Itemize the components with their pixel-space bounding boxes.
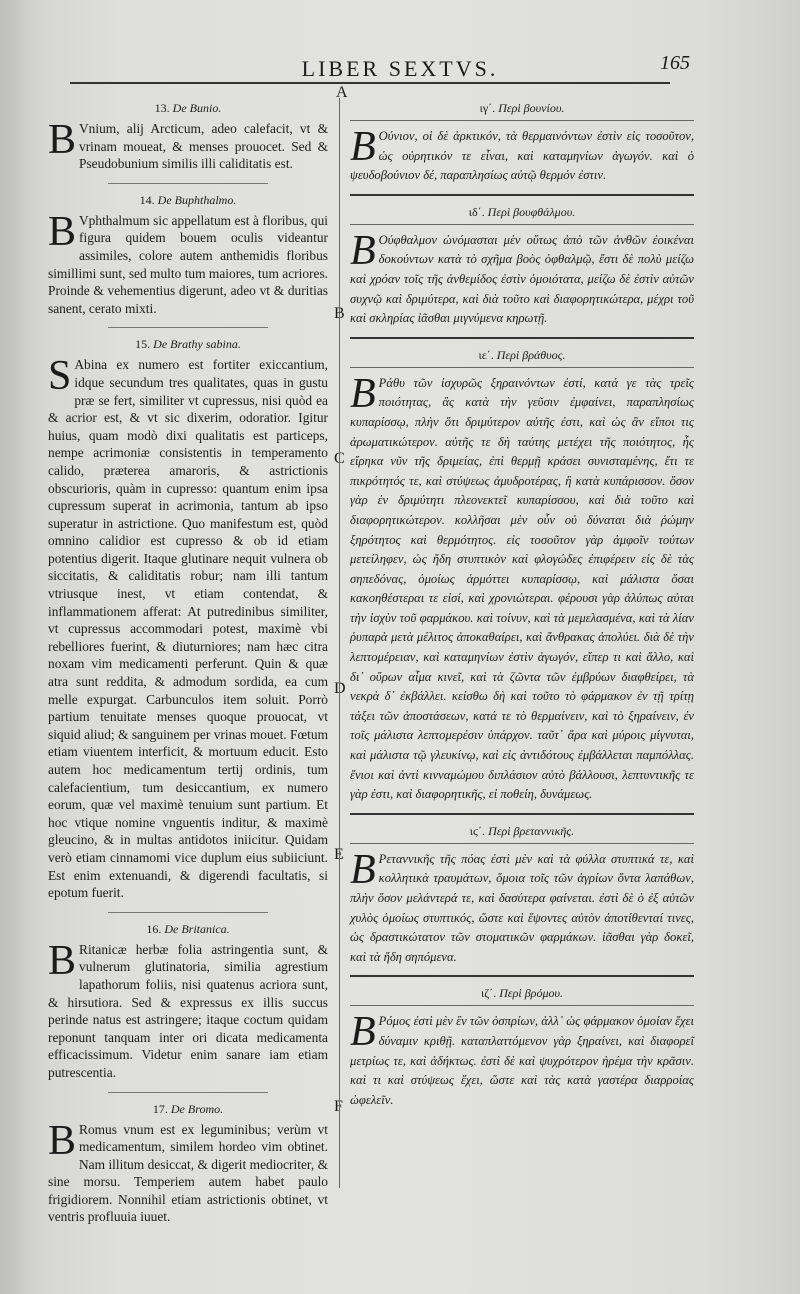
section-divider xyxy=(108,1092,268,1093)
greek-column xyxy=(350,100,694,1110)
entry-text: B Ritanicæ herbæ folia astringentia sunt, & vulnerum glutinatoria, similia agrestium lapathorum foliis, nisi quatenus acriora sunt, & hirsutiora. Sed & expressus ex illis succus perinde natus est astringere; itaque coctum quidam reponunt tanquam inter ori dicata medicamenta efficacissimum. Videtur enim sanare iam etiam putrescentia. xyxy=(48,937,328,1080)
drop-cap: Β xyxy=(350,227,376,274)
section-divider xyxy=(108,327,268,328)
entry-heading: 17. De Bromo. xyxy=(152,1101,224,1116)
entry-text: Β Ούφθαλμον ὠνόμασται μὲν οὕτως ἀπὸ τῶν ἀνθῶν ἐοικέναι δοκούντων κατὰ τὸ σχῆμα βοὸς ὀφθαλμῷ, ἔστι δὲ πολὺ μείζω καὶ χρόαν τοῖς τῆς ἀνθεμίδος ἐστὶν ὁμοιότατα, μείζω δὲ ἐστὶν αὐτῶν συχνῷ καὶ δριμύτερα, καὶ διὰ τοῦτο καὶ διαφορητικώτερα, μέχρι τοῦ καὶ σκληρίας ἰᾶσθαι μιγνύμενα κηρωτῇ. xyxy=(350,227,694,326)
drop-cap: B xyxy=(48,117,77,163)
margin-letter-a: A xyxy=(336,84,348,101)
section-divider xyxy=(108,183,268,184)
heading-rule xyxy=(350,120,694,121)
entry-heading: ιζ΄. Περὶ βρόμου. xyxy=(481,986,563,1001)
latin-entry-bromus xyxy=(48,1101,328,1227)
entry-heading: ιδ΄. Περὶ βουφθάλμου. xyxy=(468,204,576,219)
drop-cap: B xyxy=(48,1117,77,1164)
margin-letter-f: F xyxy=(334,1098,343,1115)
entry-heading: ιγ΄. Περὶ βουνίου. xyxy=(479,101,565,115)
entry-text: B Vnium, alij Arcticum, adeo calefacit, vt & vrinam moueat, & menses prouocet. Sed & Pseudobunium similis illi caliditatis est. xyxy=(48,117,328,172)
heading-rule xyxy=(350,367,694,368)
latin-entry-buphthalmum xyxy=(48,192,328,318)
entry-heading: 14. De Buphthalmo. xyxy=(139,192,237,207)
entry-heading: 15. De Brathy sabina. xyxy=(135,337,241,352)
page-number: 165 xyxy=(660,52,690,74)
drop-cap: B xyxy=(48,208,77,255)
entry-heading: 13. De Bunio. xyxy=(154,101,222,115)
running-title: LIBER SEXTVS. xyxy=(301,56,499,81)
section-divider xyxy=(350,975,694,977)
heading-rule xyxy=(350,1005,694,1006)
entry-heading: ιϛ΄. Περὶ βρεταννικῆς. xyxy=(469,823,575,838)
margin-letter-e: E xyxy=(334,846,344,863)
greek-entry-bounion xyxy=(350,100,694,186)
entry-text: Β Ρεταννικῆς τῆς πόας ἐστὶ μὲν καὶ τὰ φύλλα στυπτικά τε, καὶ κολλητικὰ τραυμάτων, ὅμοια τοῖς τῶν ἀγρίων ὄντα λαπάθων, πλὴν ὅσον μελάντερά τε, καὶ δασύτερα φαίνεται. ἐστὶ δὲ ὁ ἐξ αὐτῶν χυλὸς ὁμοίως στυπτικός, ὥστε καὶ ἕψοντες αὐτὸν ἀποτίθενταί τινες, ὡς δραστικώτατον τῶν στοματικῶν φαρμάκων. ἰᾶσθαι γὰρ δοκεῖ, καὶ τὰ ἤδη σηπόμενα. xyxy=(350,846,694,964)
drop-cap: B xyxy=(48,937,77,984)
drop-cap: Β xyxy=(350,370,376,417)
greek-entry-bromos xyxy=(350,985,694,1110)
entry-text: S Abina ex numero est fortiter exiccantium, idque secundum tres qualitates, quas in gustu præ se fert, similiter vt cupressus, nisi quòd ea & acrior est, & vt sic dixerim, odoratior. Igitur huius, quam modò dixi qualitatis est particeps, nempe acrimoniæ consistentis in temperamento calido, præterea amaroris, & astrictionis obscurioris, quàm in cupresso: quantum enim ipsa cupressum superat in acrimonia, tantum ab ipso superatur in astrictione. Quo manifestum est, quòd omnino calidior est cupresso & ob id etiam potentius digerit. Itaque glutinare nequit vulnera ob siccitatis, & caliditatis robur; nam illi tantum vtriusque inest, vt etiam contendat, & inflammationem afferat: At putredinibus similiter, vt cupressus accommodari potest, maximè vbi rebelliores fuerint, & diuturniores; nam hæc citra noxam vim medicamenti perferunt. Quin & quæ atra sunt reddita, & admodum sordida, ea cum melle expurgat. Carbunculos item soluit. Porrò partium tenuitate menses quoque prouocat, vt siquid aliud; & sanguinem per vrinas mouet. Fœtum etiam viuentem interficit, & mortuum educit. Esto autem hoc medicamentum tertij ordinis, tum calefacientium, tum desiccantium, ex numero eorum, quæ vel maximè tenuium sunt partium. Et hoc vtique nomine vnguentis inditur, & maximè gleucino, & in multas antidotos iniicitur. Quidam verò etiam cinnamomi vice duplum eius subiiciunt. Est enim extenuandi, & digerendi facultatis, si epotum fuerit. xyxy=(48,353,328,901)
entry-heading: 16. De Britanica. xyxy=(146,921,230,936)
entry-text: Β Ρόμος ἐστὶ μὲν ἓν τῶν ὀσπρίων, ἀλλ᾽ ὡς φάρμακον ὁμοίαν ἔχει δύναμιν κριθῇ. καταπλαττόμενον γὰρ ξηραίνει, καὶ διαφορεῖ μετρίως τε, καὶ ἀδήκτως. ἐστὶ δὲ καὶ ψυχρότερον ἠρέμα τὴν κρᾶσιν. καὶ τι καὶ στύψεως ἔχει, ὥστε καὶ τὰς κατὰ γαστέρα διαρροίας ὠφελεῖν. xyxy=(350,1009,694,1107)
drop-cap: S xyxy=(48,353,72,400)
latin-entry-britanica xyxy=(48,921,328,1082)
entry-text: B Romus vnum est ex leguminibus; verùm vt medicamentum, similem hordeo vim obtinet. Nam illitum desiccat, & digerit mediocriter, & sine morsu. Temperiem autem habet paulo frigidiorem. Nonnihil etiam astrictionis obtinet, vt ventris profluuia iuuet. xyxy=(48,1117,328,1225)
entry-text: Β Ούνιον, οἱ δὲ ἀρκτικόν, τὰ θερμαινόντων ἐστὶν εἰς τοσοῦτον, ὡς οὐρητικόν τε εἶναι, καὶ καταμηνίων ἀγωγόν. καὶ ὁ ψευδοβούνιον δέ, παραπλησίως αὐτῷ θερμόν ἐστιν. xyxy=(350,124,694,183)
greek-entry-bouphthalmon xyxy=(350,204,694,329)
drop-cap: Β xyxy=(350,846,376,893)
drop-cap: Β xyxy=(350,1009,376,1056)
section-divider xyxy=(108,912,268,913)
heading-rule xyxy=(350,224,694,225)
margin-letter-b: B xyxy=(334,305,345,322)
entry-heading: ιε΄. Περὶ βράθυος. xyxy=(478,347,566,362)
section-divider xyxy=(350,337,694,339)
drop-cap: Β xyxy=(350,124,376,170)
margin-letter-d: D xyxy=(334,680,346,697)
latin-entry-sabina xyxy=(48,336,328,901)
latin-column xyxy=(48,100,328,1226)
entry-text: B Vphthalmum sic appellatum est à floribus, qui figura quidem bouem oculis videantur assimiles, colore autem anthemidis floribus simillimi sunt, sed multo tum maiores, tum acriores. Proinde & vehementius digerunt, adeo vt & duritias sanent, cerato mixti. xyxy=(48,208,328,316)
greek-entry-brathy xyxy=(350,347,694,805)
header-rule xyxy=(70,82,670,84)
margin-letter-c: C xyxy=(334,450,345,467)
heading-rule xyxy=(350,843,694,844)
section-divider xyxy=(350,194,694,196)
column-divider xyxy=(339,98,340,1188)
entry-text: Β Ράθυ τῶν ἰσχυρῶς ξηραινόντων ἐστί, κατά γε τὰς τρεῖς ποιότητας, ἃς κατὰ τὴν γεῦσιν ἐμφαίνει, παραπλησίως κυπαρίσσῳ, πλὴν ὅτι δριμύτερον αὐτῆς ἐστι, καὶ ὡς ἂν εἴποι τις ἀρωματικώτερον. αὐτῆς τε δὴ ταύτης μετέχει τῆς ποιότητος, ἧς εἴρηκα νῦν τῆς δριμείας, ἐπὶ θερμῇ κράσει συνισταμένης, ἔτι τε πικρότητός τε, καὶ στύψεως ἀμυδροτέρας, ἢ κατὰ κυπάρισσον. ὅσον γὰρ ἐν δριμύτητι πλεονεκτεῖ κυπαρίσσου, καὶ διὰ τοῦτο καὶ διαφορητικώτερον. κολλῆσαι μὲν οὖν οὐ δύναται διὰ ῥώμην ξηρότητος καὶ θερμότητος. εἰς τοσοῦτον γὰρ ἀμφοῖν τούτων μετείληφεν, ὡς ἤδη στυπτικὸν καὶ φλογώδες ἐπιφέρειν εἰς δὲ τὰς σηπεδόνας, ὁμοίως ἁρμόττει κυπαρίσσῳ, καὶ μάλιστα ὅσαι κακοηθέστεραι τε εἰσί, καὶ χρονιώτεραι. φέρουσι γὰρ ἀλύπως αὐται τὴν ἰσχὺν τοῦ φαρμάκου. καὶ τοίνυν, καὶ τὰ μεμελασμένα, καὶ τὰ λίαν ῥυπαρὰ μετὰ μέλιτος ἀποκαθαίρει, καὶ ἄνθρακας ἀπολύει. διὰ δὲ τὴν λεπτομέρειαν, καὶ καταμηνίων ἐστὶν ἀγωγόν, εἴπερ τι καὶ ἄλλο, καὶ δι᾽ οὔρων αἷμα κινεῖ, καὶ τὰ ζῶντα τῶν ἐμβρύων διαφθείρει, τὰ νεκρὰ δ᾽ ἐκβάλλει. κείσθω δὴ καὶ τοῦτο τὸ φάρμακον ἐν τῇ τρίτῃ τάξει τῶν ἀποστάσεων, κατά τε τὸ θερμαίνειν, καὶ τὸ ξηραίνειν, ἐν τοῖς μάλιστα λεπτομερέσιν ὑπάρχον. ταῦτ᾽ ἄρα καὶ μύροις μίγνυται, καὶ μάλιστα τῷ γλευκίνῳ, καὶ εἰς ἀντιδότους ἐμβάλλεται παμπόλλας. ἔνιοι καὶ ἀντὶ κινναμώμου διπλάσιον αὐτὸ βάλλουσι, λεπτυντικῆς τε γὰρ ἐστι, καὶ διαφορητικῆς, εἰ ποθείη, δυνάμεως. xyxy=(350,370,694,802)
greek-entry-bretannike xyxy=(350,823,694,968)
latin-entry-bunium xyxy=(48,100,328,173)
section-divider xyxy=(350,813,694,815)
